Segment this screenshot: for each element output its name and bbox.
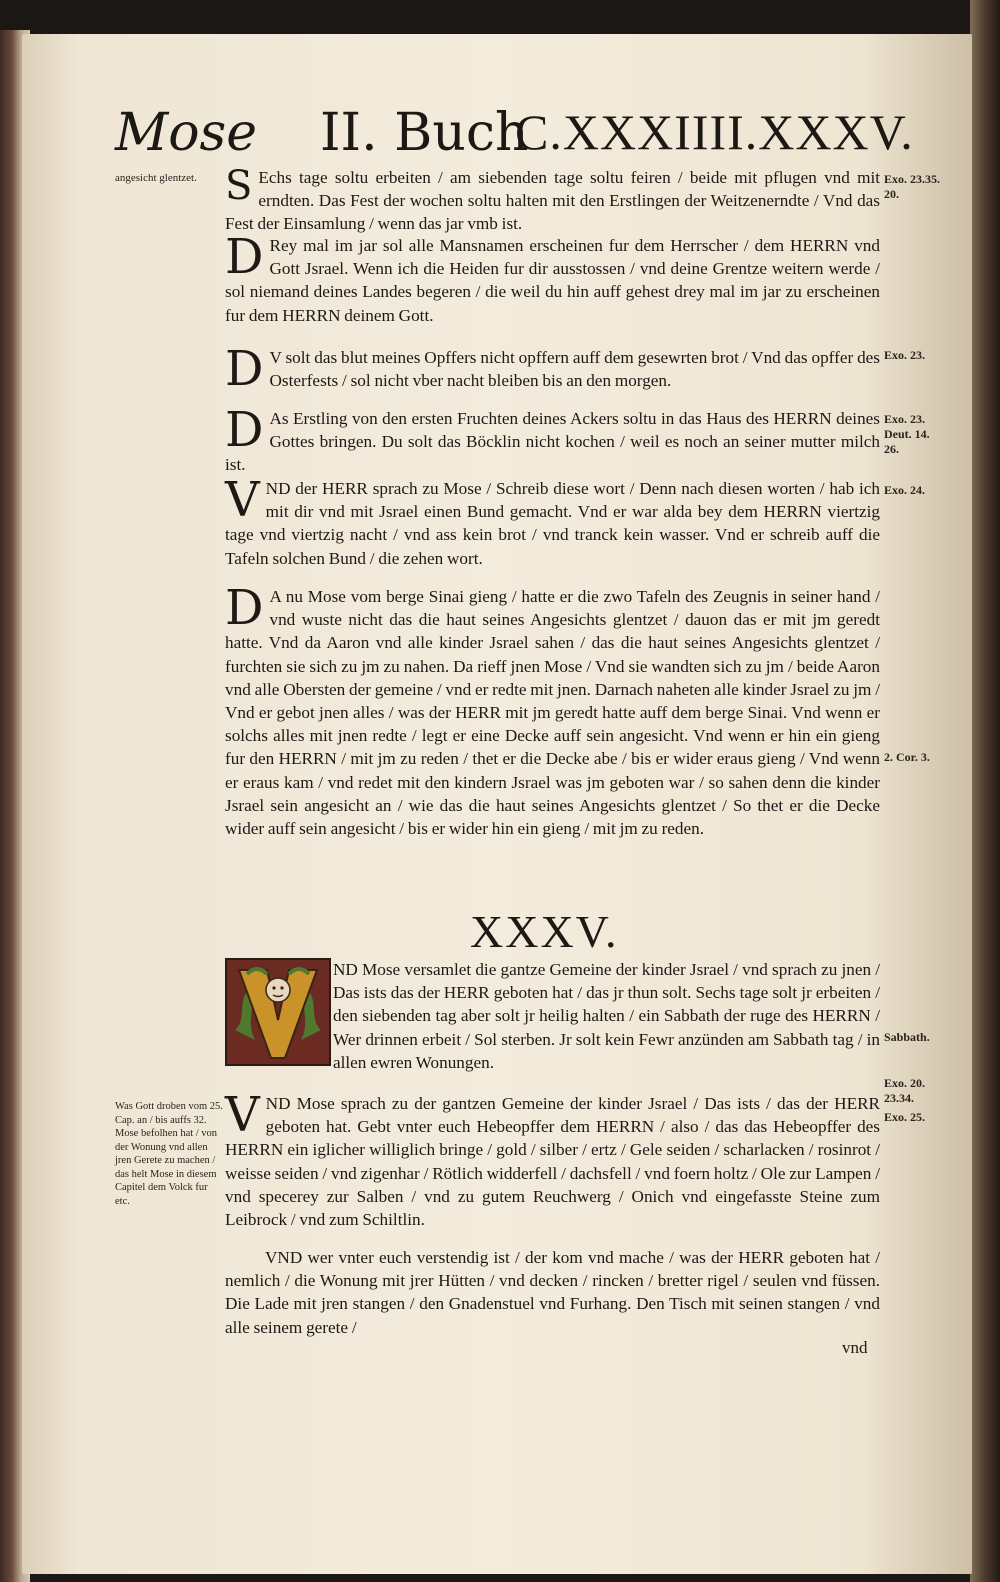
paragraph-text: Echs tage soltu erbeiten / am siebenden tage soltu feiren / beide mit pflugen vnd mit erndten. Das Fest der wochen soltu halten mit den Erstlingen der Weitzenerndte / Vnd das Fest der Einsamlung / wenn das jar vmb ist.	[225, 168, 880, 234]
paragraph-text: As Erstling von den ersten Fruchten deines Ackers soltu in das Haus des HERRN deines Gottes bringen. Du solt das Böcklin nicht kochen / weil es noch an seiner mutter milch ist.	[225, 409, 880, 475]
paragraph-mose-versamlet	[225, 958, 880, 1074]
drop-initial: D	[225, 341, 264, 397]
margin-ref-7: Exo. 20. 23.34.	[884, 1076, 926, 1105]
margin-ref-2: Exo. 23.	[884, 348, 926, 362]
paragraph-sechs-tage	[225, 163, 880, 236]
paragraph-bund	[225, 472, 880, 570]
drop-initial: S	[225, 163, 253, 209]
margin-ref-5: 2. Cor. 3.	[884, 750, 930, 764]
header-book-name: Mose	[115, 103, 258, 163]
margin-ref-3: Exo. 23. Deut. 14. 26.	[884, 412, 930, 456]
header-book-number: II. Buch	[320, 103, 529, 163]
chapter-heading: XXXV.	[470, 906, 619, 957]
gloss-top-left: angesicht glentzet.	[115, 172, 197, 184]
paragraph-text: ND der HERR sprach zu Mose / Schreib diese wort / Denn nach diesen worten / hab ich mit dir vnd mit Jsrael einen Bund gemacht. Vnd er war alda bey dem HERRN viertzig tage vnd viertzig nacht / vnd ass kein brot / vnd tranck kein wasser. Vnd er schreib auff die Tafeln solchen Bund / die zehen wort.	[225, 479, 880, 568]
drop-initial: V	[225, 472, 260, 528]
paragraph-blut-opffer	[225, 341, 880, 397]
drop-initial: V	[225, 1087, 260, 1143]
paragraph-hebeopffer	[225, 1087, 880, 1231]
book-right-edge	[970, 0, 1000, 1582]
margin-ref-8: Exo. 25.	[884, 1110, 926, 1124]
paragraph-text: A nu Mose vom berge Sinai gieng / hatte er die zwo Tafeln des Zeugnis in seiner hand / vnd wuste nicht das die haut seines Angesichts glentzet / dauon das er mit jm geredt hatte. Vnd da Aaron vnd alle kinder Jsrael sahen / das die haut seines Angesichts glentzet / furchten sie sich zu jm zu nahen. Da rieff jnen Mose / Vnd sie wandten sich zu jm / beide Aaron vnd alle Obersten der gemeine / vnd er redte mit jnen. Darnach naheten alle kinder Jsrael zu jm / Vnd er gebot jnen alles / was der HERR mit jm geredt hatte auff dem berge Sinai. Vnd wenn er solchs alles mit jnen redte / legt er eine Decke auff sein angesicht. Vnd wenn er hin ein gieng fur den HERRN / mit jm zu reden / thet er die Decke abe / bis er wider eraus gieng / Vnd wenn er eraus kam / vnd redet mit den kindern Jsrael was jm geboten war / so sahen denn die kinder Jsrael sein angesicht an / wie das die haut seines Angesichts glentzet / So thet er die Decke wider auff sein angesicht / bis er wider hin ein gieng / mit jm zu reden.	[225, 587, 880, 839]
paragraph-text: ND Mose sprach zu der gantzen Gemeine der kinder Jsrael / Das ists / das der HERR geboten hat. Gebt vnter euch Hebeopffer dem HERRN / also / das das Hebeopffer des HERRN ein iglicher williglich bringe / gold / silber / ertz / Gele seiden / scharlacken / rosinrot / weisse seiden / vnd zigenhar / Rötlich widderfell / dachsfell / vnd foern holtz / Ole zur Lampen / vnd specerey zur Salben / vnd zu gutem Reuchwerg / Onich vnd eingefasste Steine zum Leibrock / vnd zum Schiltlin.	[225, 1094, 880, 1230]
drop-initial: D	[225, 229, 264, 285]
header-chapters: C.XXXIIII.XXXV.	[515, 104, 914, 160]
paragraph-sinai	[225, 580, 880, 840]
paragraph-text: V solt das blut meines Opffers nicht opffern auff dem gesewrten brot / Vnd das opffer des Osterfests / sol nicht vber nacht bleiben bis an den morgen.	[269, 348, 880, 391]
paragraph-text: Rey mal im jar sol alle Mansnamen erscheinen fur dem Herrscher / dem HERRN vnd Gott Jsrael. Wenn ich die Heiden fur dir ausstossen / vnd deine Grentze weitern werde / sol niemand deines Landes begeren / die weil du hin auff gehest drey mal im jar zu erscheinen fur dem HERRN deinem Gott.	[225, 236, 880, 325]
paragraph-text: VND wer vnter euch verstendig ist / der kom vnd mache / was der HERR geboten hat / nemlich / die Wonung mit jrer Hütten / vnd decken / rincken / bretter rigel / seulen vnd füssen. Die Lade mit jren stangen / den Gnadenstuel vnd Furhang. Den Tisch mit seinen stangen / vnd alle seinem gerete /	[225, 1248, 880, 1337]
drop-initial: D	[225, 402, 264, 458]
margin-ref-1: Exo. 23.35. 20.	[884, 172, 941, 201]
paragraph-drey-mal	[225, 229, 880, 327]
catchword: vnd	[842, 1338, 868, 1357]
drop-initial: D	[225, 580, 264, 636]
initial-spacer	[225, 958, 333, 1066]
margin-ref-6: Sabbath.	[884, 1030, 930, 1044]
gloss-lower-left: Was Gott droben vom 25. Cap. an / bis auffs 32. Mose befolhen hat / von der Wonung vnd allen jren Gerete zu machen / das helt Mose in diesem Capitel dem Volck fur etc.	[115, 1101, 223, 1207]
paragraph-erstling	[225, 402, 880, 477]
paragraph-verstendig	[225, 1246, 880, 1339]
paragraph-text: ND Mose versamlet die gantze Gemeine der kinder Jsrael / vnd sprach zu jnen / Das ists das der HERR geboten hat / das jr thun solt. Sechs tage solt jr erbeiten / den siebenden tag aber solt jr heilig halten / ein Sabbath der ruge des HERRN / Wer drinnen erbeit / Sol sterben. Jr solt kein Fewr anzünden am Sabbath tag / in allen ewren Wonungen.	[333, 960, 880, 1072]
margin-ref-4: Exo. 24.	[884, 483, 926, 497]
